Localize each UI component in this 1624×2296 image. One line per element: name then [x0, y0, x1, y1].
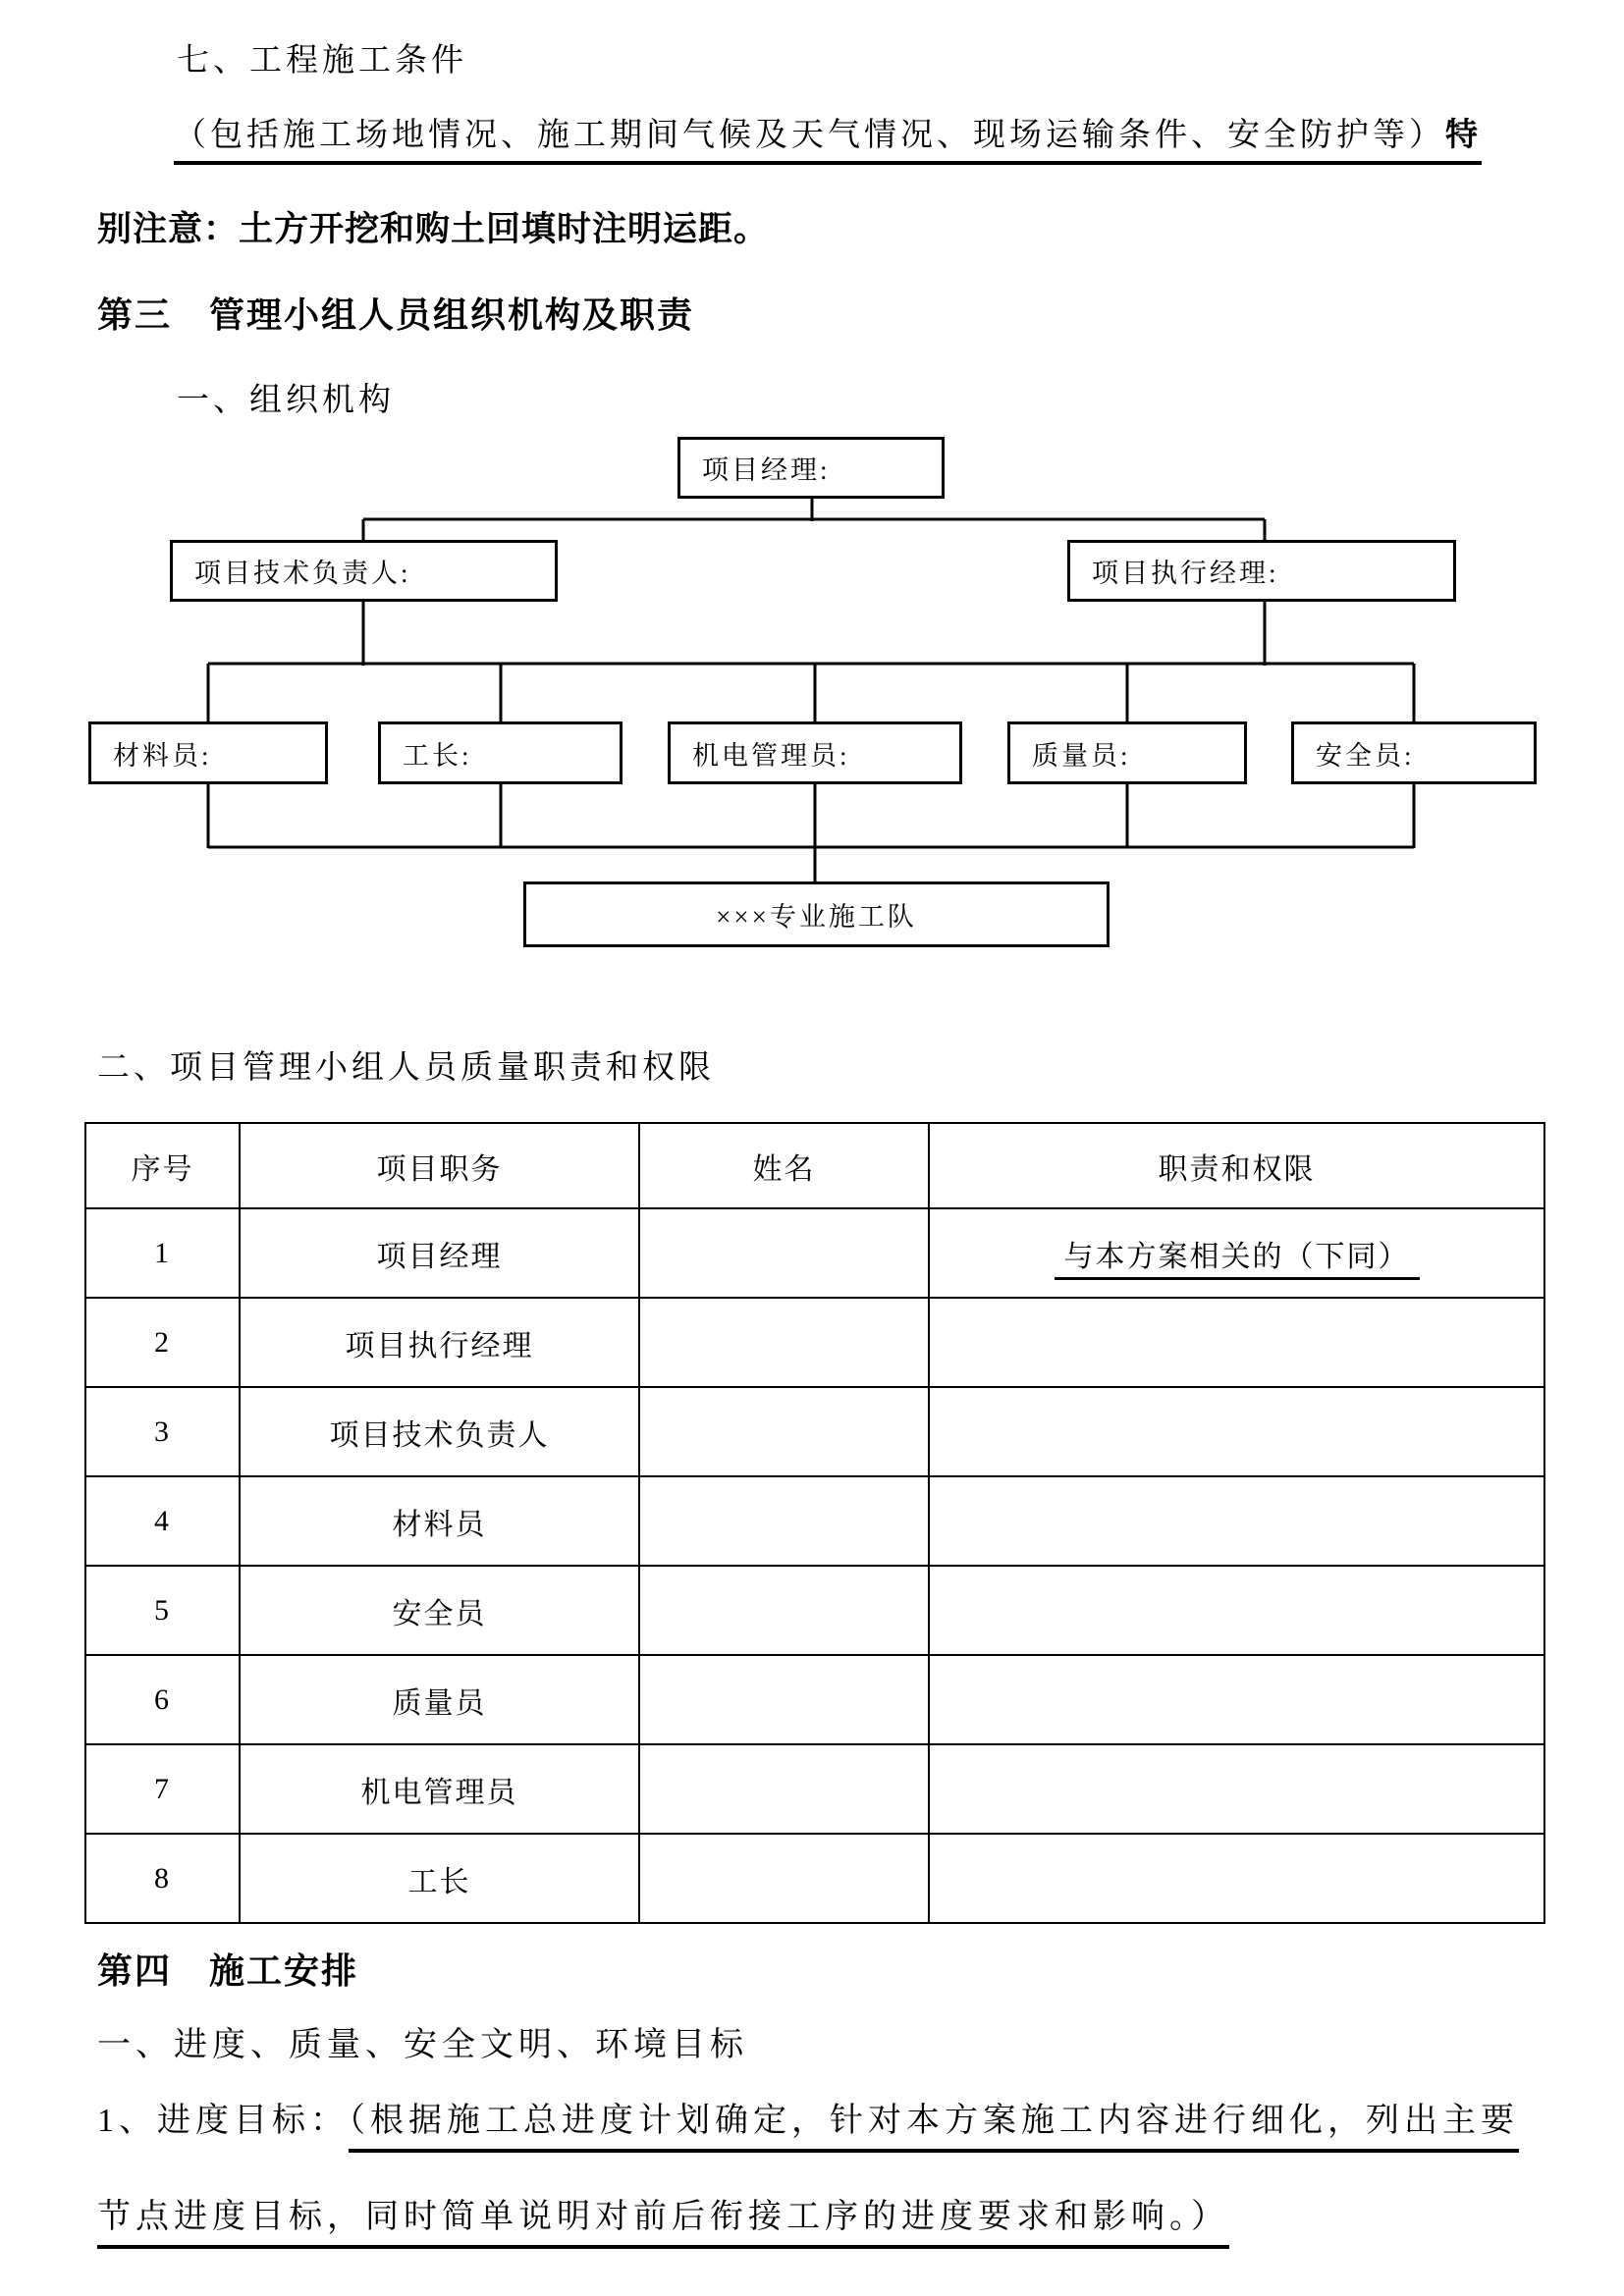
col-header-position: 项目职务: [240, 1123, 639, 1208]
progress-goal-line2: [97, 2197, 1229, 2239]
org-node-foreman: 工长:: [378, 721, 623, 784]
cell-duty: [929, 1387, 1544, 1476]
cell-index: 7: [85, 1744, 240, 1834]
progress-goal-line1: [97, 2101, 1519, 2143]
cell-position: 材料员: [240, 1476, 639, 1566]
section7-note-bold-line: 别注意：土方开挖和购土回填时注明运距。: [97, 210, 770, 248]
org-node-project-manager: 项目经理:: [677, 437, 945, 499]
progress-goal-underlined-1: （根据施工总进度计划确定，针对本方案施工内容进行细化，列出主要: [349, 2103, 1519, 2153]
goals-line: 一、进度、质量、安全文明、环境目标: [97, 2027, 748, 2063]
table-header-row: [85, 1123, 1544, 1208]
cell-index: 4: [85, 1476, 240, 1566]
org-structure-subheading: 一、组织机构: [177, 383, 395, 418]
cell-index: 1: [85, 1208, 240, 1298]
cell-name: [639, 1655, 929, 1744]
table-row: [85, 1298, 1544, 1387]
cell-duty: [929, 1298, 1544, 1387]
section7-paragraph-underline-group: [174, 118, 1482, 165]
section3-heading: 第三 管理小组人员组织机构及职责: [97, 294, 695, 335]
cell-name: [639, 1834, 929, 1923]
table-row: [85, 1387, 1544, 1476]
col-header-name: 姓名: [639, 1123, 929, 1208]
section4-heading: 第四 施工安排: [97, 1950, 359, 1991]
cell-index: 8: [85, 1834, 240, 1923]
cell-position: 项目技术负责人: [240, 1387, 639, 1476]
col-header-index: 序号: [85, 1123, 240, 1208]
cell-position: 项目执行经理: [240, 1298, 639, 1387]
org-node-construction-crew: ×××专业施工队: [523, 881, 1110, 947]
section7-paragraph-bold-tail: 特: [1445, 116, 1482, 152]
cell-name: [639, 1566, 929, 1655]
col-header-duty: 职责和权限: [929, 1123, 1544, 1208]
section7-title: 七、工程施工条件: [177, 43, 467, 79]
cell-position: 项目经理: [240, 1208, 639, 1298]
org-node-material: 材料员:: [88, 721, 328, 784]
section7-paragraph: [174, 114, 1482, 156]
cell-position: 质量员: [240, 1655, 639, 1744]
cell-position: 机电管理员: [240, 1744, 639, 1834]
org-node-quality: 质量员:: [1007, 721, 1247, 784]
cell-name: [639, 1387, 929, 1476]
progress-goal-underlined-2: 节点进度目标，同时简单说明对前后衔接工序的进度要求和影响。）: [97, 2199, 1229, 2249]
duty-underlined-note: 与本方案相关的（下同）: [1055, 1241, 1420, 1280]
org-node-safety: 安全员:: [1291, 721, 1537, 784]
cell-index: 2: [85, 1298, 240, 1387]
cell-name: [639, 1298, 929, 1387]
cell-duty: [929, 1655, 1544, 1744]
table-row: [85, 1476, 1544, 1566]
cell-duty: [929, 1208, 1544, 1298]
table-subheading: 二、项目管理小组人员质量职责和权限: [97, 1050, 715, 1086]
cell-name: [639, 1208, 929, 1298]
cell-index: 3: [85, 1387, 240, 1476]
progress-goal-label: 1、进度目标：: [97, 2103, 349, 2139]
cell-name: [639, 1744, 929, 1834]
org-node-mech-elec: 机电管理员:: [668, 721, 962, 784]
cell-position: 工长: [240, 1834, 639, 1923]
cell-duty: [929, 1744, 1544, 1834]
cell-position: 安全员: [240, 1566, 639, 1655]
table-row: [85, 1655, 1544, 1744]
cell-index: 6: [85, 1655, 240, 1744]
responsibility-table: [84, 1122, 1545, 1924]
table-row: [85, 1208, 1544, 1298]
org-node-tech-lead: 项目技术负责人:: [170, 540, 558, 602]
cell-duty: [929, 1476, 1544, 1566]
cell-index: 5: [85, 1566, 240, 1655]
cell-duty: [929, 1566, 1544, 1655]
cell-name: [639, 1476, 929, 1566]
cell-duty: [929, 1834, 1544, 1923]
org-node-exec-manager: 项目执行经理:: [1067, 540, 1456, 602]
table-row: [85, 1566, 1544, 1655]
org-chart: [0, 432, 1624, 962]
table-row: [85, 1834, 1544, 1923]
table-row: [85, 1744, 1544, 1834]
section7-paragraph-text: （包括施工场地情况、施工期间气候及天气情况、现场运输条件、安全防护等）: [174, 118, 1445, 153]
